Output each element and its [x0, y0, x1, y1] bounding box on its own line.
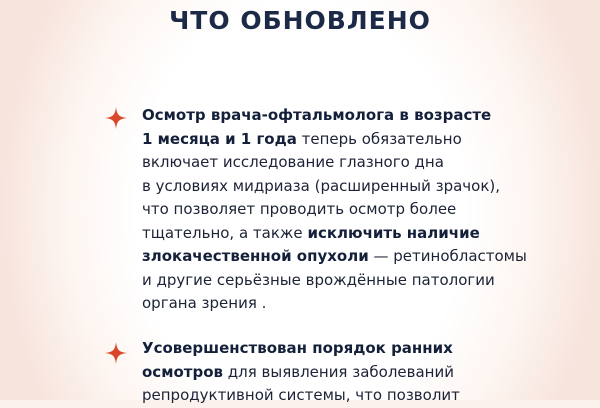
bold-text-run: злокачественной опухоли [142, 247, 369, 265]
text-run: репродуктивной системы, что позволит [142, 386, 460, 404]
text-run: для выявления заболеваний [223, 362, 454, 381]
text-line [142, 361, 542, 385]
text-run: и другие серьёзные врождённые патологии [142, 270, 495, 289]
text-run: теперь обязательно [296, 129, 462, 148]
text-line [142, 151, 542, 175]
four-point-star-icon [104, 106, 128, 130]
bold-text-run: Осмотр врача-офтальмолога в возрасте [142, 106, 492, 124]
text-run: органа зрения . [142, 294, 267, 312]
text-run: в условиях мидриаза (расширенный зрачок), [142, 176, 501, 195]
bold-text-run: исключить наличие [307, 223, 480, 242]
text-line [142, 245, 542, 269]
text-run: — ретинобластомы [368, 247, 527, 265]
text-line [142, 337, 542, 361]
text-line [142, 269, 542, 293]
text-line [142, 198, 542, 222]
bold-text-run: осмотров [142, 362, 223, 381]
update-item-text [142, 337, 542, 408]
text-line [142, 384, 542, 408]
text-line [142, 222, 542, 246]
text-line [142, 175, 542, 199]
text-run: тщательно, а также [142, 223, 308, 242]
page-title: ЧТО ОБНОВЛЕНО [169, 6, 431, 35]
text-line [142, 128, 542, 152]
bold-text-run: Усовершенствован порядок ранних [142, 339, 453, 357]
bold-text-run: 1 месяца и 1 года [142, 129, 297, 148]
text-run: включает исследование глазного дна [142, 153, 444, 171]
text-line [142, 292, 542, 316]
update-item-text [142, 104, 542, 316]
four-point-star-icon [104, 341, 128, 365]
text-line [142, 104, 542, 128]
text-run: что позволяет проводить осмотр более [142, 200, 457, 218]
